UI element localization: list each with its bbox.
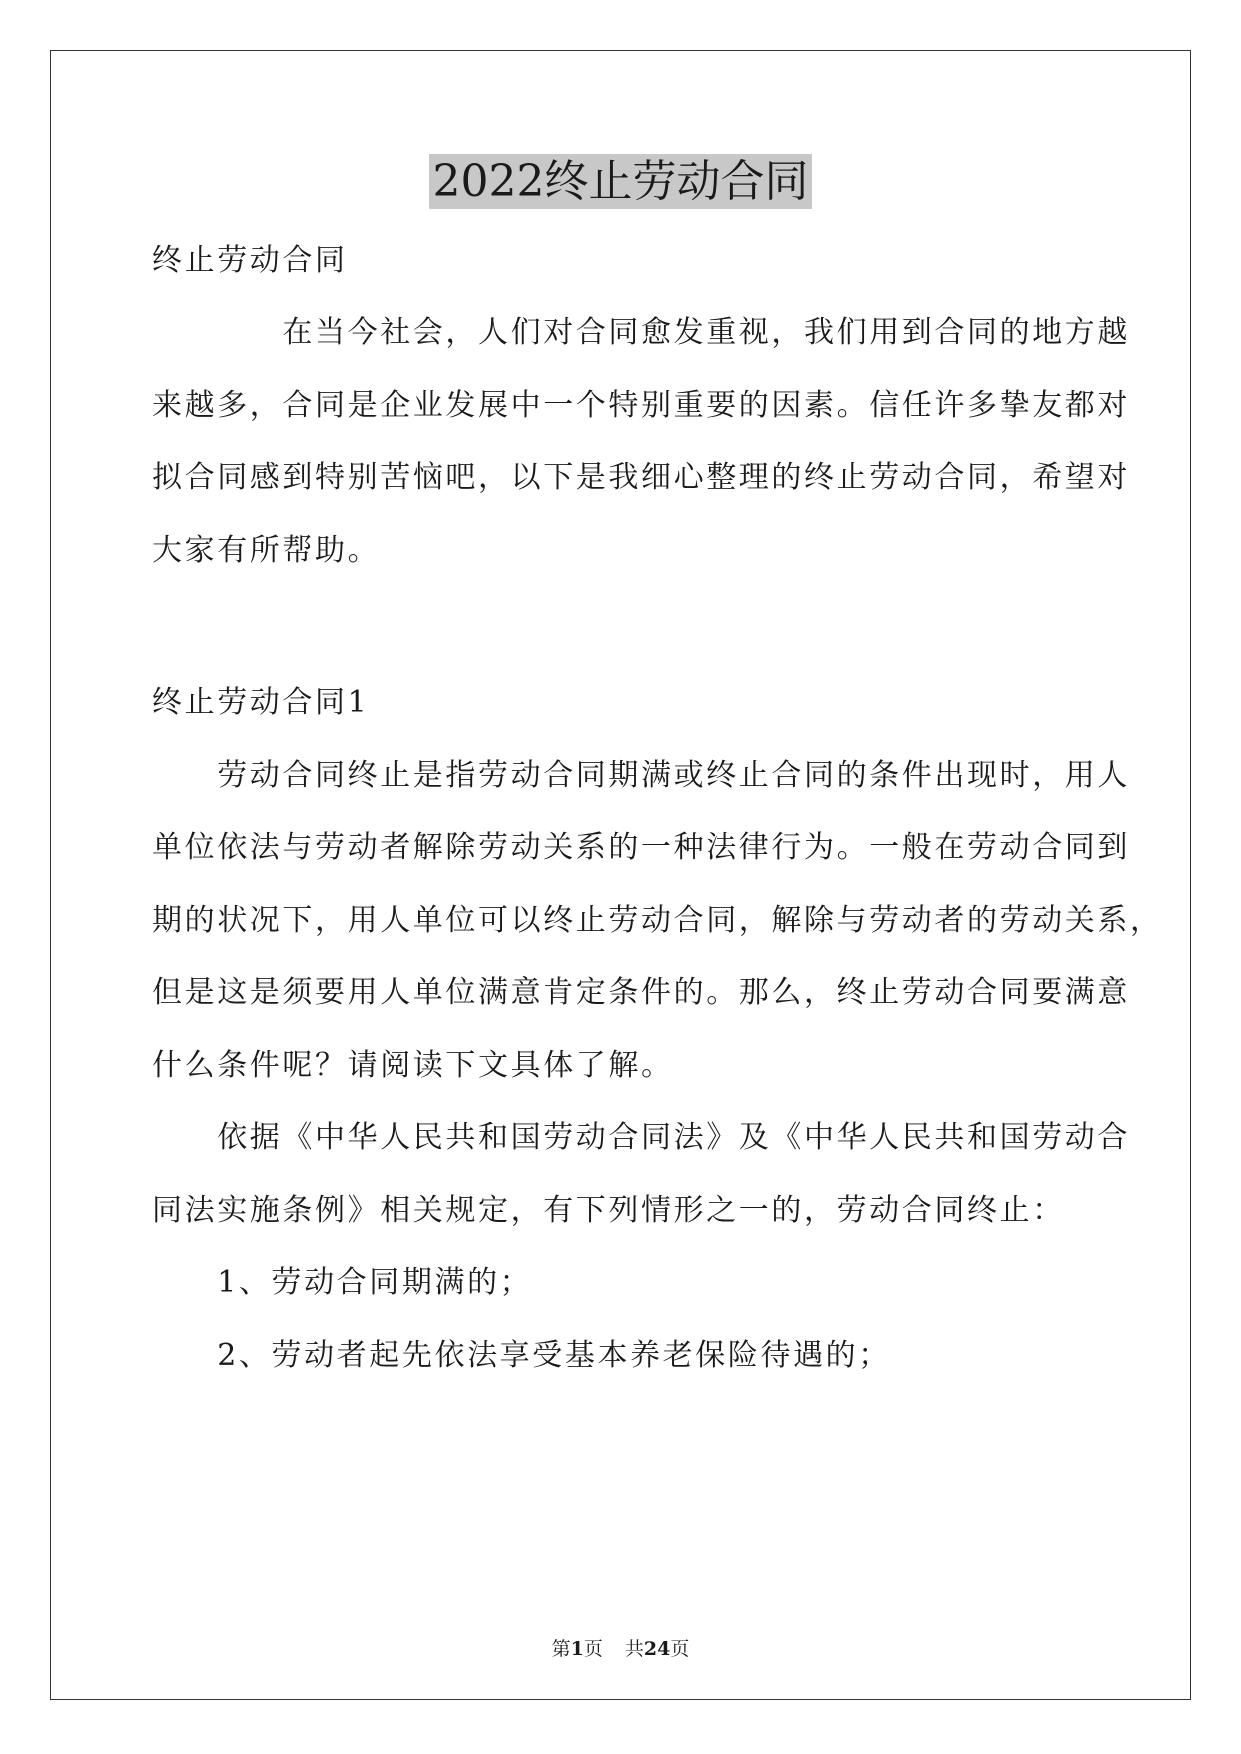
paragraph-line: 在当今社会，人们对合同愈发重视，我们用到合同的地方越 [152,315,1130,350]
paragraph-line: 单位依法与劳动者解除劳动关系的一种法律行为。一般在劳动合同到 [152,830,1130,865]
total-pages: 24 [643,1638,671,1660]
paragraph-line: 大家有所帮助。 [152,533,381,568]
total-suffix: 页 [670,1638,690,1660]
page-prefix: 第 [551,1638,571,1660]
list-item: 2、劳动者起先依法享受基本养老保险待遇的； [152,1338,891,1373]
paragraph-line: 同法实施条例》相关规定，有下列情形之一的，劳动合同终止： [152,1193,1065,1228]
total-prefix: 共 [624,1638,644,1660]
page-suffix: 页 [583,1638,603,1660]
paragraph-line: 期的状况下，用人单位可以终止劳动合同，解除与劳动者的劳动关系， [152,903,1163,938]
paragraph-line: 拟合同感到特别苦恼吧，以下是我细心整理的终止劳动合同，希望对 [152,460,1130,495]
paragraph-line: 依据《中华人民共和国劳动合同法》及《中华人民共和国劳动合 [152,1120,1130,1155]
section-heading: 终止劳动合同 [152,243,348,278]
document-title [0,152,1241,212]
paragraph-line: 来越多，合同是企业发展中一个特别重要的因素。信任许多挚友都对 [152,388,1130,423]
document-title-text: 2022终止劳动合同 [429,154,813,209]
paragraph-line: 劳动合同终止是指劳动合同期满或终止合同的条件出现时，用人 [152,758,1130,793]
section-heading: 终止劳动合同1 [152,685,370,720]
list-item: 1、劳动合同期满的； [152,1265,533,1300]
page-footer [0,1636,1241,1662]
paragraph-line: 但是这是须要用人单位满意肯定条件的。那么，终止劳动合同要满意 [152,975,1130,1010]
page-number: 1 [570,1638,584,1660]
paragraph-line: 什么条件呢？请阅读下文具体了解。 [152,1048,674,1083]
page-border [50,50,1191,1700]
